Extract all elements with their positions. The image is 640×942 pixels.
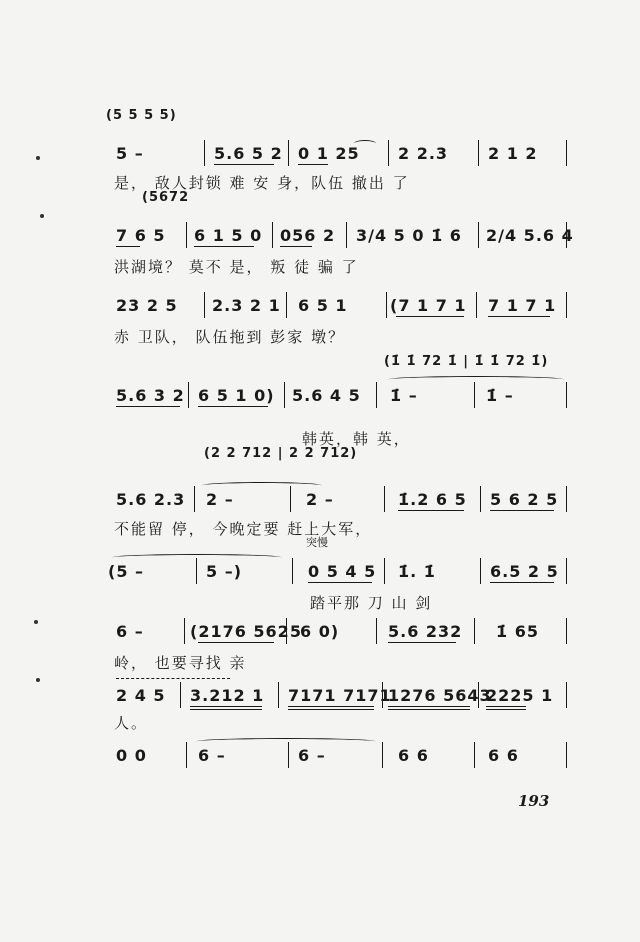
measure: 056 2 bbox=[280, 226, 336, 245]
underline bbox=[396, 316, 464, 317]
underline bbox=[288, 706, 374, 707]
barline bbox=[566, 618, 567, 644]
barline bbox=[346, 222, 347, 248]
measure: 0 0 bbox=[116, 746, 147, 765]
barline bbox=[474, 382, 475, 408]
margin-mark bbox=[40, 214, 44, 218]
barline bbox=[188, 382, 189, 408]
barline bbox=[180, 682, 181, 708]
measure: 5.6 5 2 bbox=[214, 144, 283, 163]
lyric-line: 岭， 也要寻找 亲 bbox=[114, 654, 247, 672]
barline bbox=[478, 222, 479, 248]
measure: 6 5 1 bbox=[298, 296, 348, 315]
measure: 7 6 5 bbox=[116, 226, 166, 245]
lyric-line: 人。 bbox=[114, 714, 149, 732]
barline bbox=[376, 618, 377, 644]
margin-mark bbox=[34, 620, 38, 624]
barline bbox=[376, 382, 377, 408]
barline bbox=[566, 222, 567, 248]
measure: (7 1 7 1 bbox=[390, 296, 467, 315]
measure: 6 5 1 0) bbox=[198, 386, 275, 405]
slur bbox=[196, 738, 376, 745]
underline bbox=[388, 706, 470, 707]
underline bbox=[288, 709, 374, 710]
underline bbox=[486, 709, 526, 710]
barline bbox=[284, 382, 285, 408]
barline bbox=[384, 486, 385, 512]
underline bbox=[488, 316, 550, 317]
measure: 6 – bbox=[298, 746, 326, 765]
measure: 1̇ 65 bbox=[496, 622, 539, 641]
barline bbox=[272, 222, 273, 248]
barline bbox=[566, 558, 567, 584]
measure: 1276 5643 bbox=[388, 686, 492, 705]
intro-paren: (5672 bbox=[142, 190, 190, 205]
measure: 3.212 1 bbox=[190, 686, 265, 705]
measure: 1̇.2 6 5 bbox=[398, 490, 467, 509]
barline bbox=[480, 486, 481, 512]
measure: 5 –) bbox=[206, 562, 243, 581]
barline bbox=[286, 292, 287, 318]
barline bbox=[288, 742, 289, 768]
underline bbox=[280, 246, 312, 247]
barline bbox=[566, 292, 567, 318]
barline bbox=[278, 682, 279, 708]
intro-paren: (5 5 5 5) bbox=[106, 108, 177, 123]
underline bbox=[116, 678, 230, 679]
measure: 2 2.3 bbox=[398, 144, 449, 163]
margin-mark bbox=[36, 678, 40, 682]
measure: 5.6 2.3 bbox=[116, 490, 186, 509]
barline bbox=[382, 682, 383, 708]
lyric-line: 韩英，韩 英， bbox=[302, 430, 411, 448]
measure: 1̇ – bbox=[390, 386, 418, 405]
underline bbox=[298, 164, 328, 165]
measure: 6 6 bbox=[398, 746, 429, 765]
barline bbox=[204, 140, 205, 166]
underline bbox=[116, 246, 140, 247]
measure: 6 1 5 0 bbox=[194, 226, 263, 245]
barline bbox=[474, 742, 475, 768]
lyric-line: 赤 卫队， 队伍拖到 彭家 墩？ bbox=[114, 328, 346, 346]
underline bbox=[190, 706, 262, 707]
measure: 5.6 4 5 bbox=[292, 386, 361, 405]
underline bbox=[486, 706, 526, 707]
barline bbox=[386, 292, 387, 318]
barline bbox=[566, 382, 567, 408]
slur bbox=[388, 376, 564, 383]
measure: 2.3 2 1 bbox=[212, 296, 281, 315]
barline bbox=[196, 558, 197, 584]
barline bbox=[288, 140, 289, 166]
barline bbox=[292, 558, 293, 584]
measure: (2176 5625 bbox=[190, 622, 302, 641]
barline bbox=[204, 292, 205, 318]
margin-mark bbox=[36, 156, 40, 160]
barline bbox=[286, 618, 287, 644]
slur bbox=[202, 482, 322, 489]
measure: 1̇ – bbox=[486, 386, 514, 405]
barline bbox=[476, 292, 477, 318]
barline bbox=[566, 742, 567, 768]
measure: 2 1 2 bbox=[488, 144, 538, 163]
barline bbox=[480, 558, 481, 584]
barline bbox=[478, 682, 479, 708]
lyric-line: 不能留 停， 今晚定要 赶上大军， bbox=[114, 520, 373, 538]
measure: 6 0) bbox=[300, 622, 340, 641]
barline bbox=[566, 486, 567, 512]
measure: 6 – bbox=[198, 746, 226, 765]
tempo-marking: 突慢 bbox=[306, 536, 328, 549]
underline bbox=[214, 164, 274, 165]
lyric-line: 洪湖境？ 莫不 是， 叛 徒 骗 了 bbox=[114, 258, 359, 276]
intro-paren: (2 2 712 | 2 2 712) bbox=[204, 446, 358, 461]
barline bbox=[384, 558, 385, 584]
page-number: 193 bbox=[518, 792, 550, 810]
measure: 0 1 25 bbox=[298, 144, 360, 163]
measure: 7171 7171 bbox=[288, 686, 392, 705]
slur bbox=[354, 140, 376, 147]
measure: 5.6 3 2 bbox=[116, 386, 185, 405]
measure: 7 1 7 1 bbox=[488, 296, 557, 315]
measure: 0 5 4 5 bbox=[308, 562, 377, 581]
measure: 2225 1 bbox=[486, 686, 554, 705]
underline bbox=[190, 709, 262, 710]
barline bbox=[290, 486, 291, 512]
underline bbox=[116, 406, 180, 407]
barline bbox=[566, 140, 567, 166]
barline bbox=[388, 140, 389, 166]
barline bbox=[478, 140, 479, 166]
underline bbox=[198, 642, 274, 643]
barline bbox=[566, 682, 567, 708]
underline bbox=[490, 582, 554, 583]
measure: 5.6 232 bbox=[388, 622, 463, 641]
measure: 5 6 2 5 bbox=[490, 490, 559, 509]
barline bbox=[474, 618, 475, 644]
measure: 5 – bbox=[116, 144, 144, 163]
measure: 1̇. 1̇ bbox=[398, 562, 436, 581]
barline bbox=[194, 486, 195, 512]
underline bbox=[490, 510, 554, 511]
underline bbox=[198, 406, 268, 407]
slur bbox=[112, 554, 282, 561]
measure: 3/4 5 0 1̇ 6 bbox=[356, 226, 462, 245]
underline bbox=[388, 642, 456, 643]
underline bbox=[388, 709, 470, 710]
measure: 2 – bbox=[306, 490, 334, 509]
measure: 23 2 5 bbox=[116, 296, 178, 315]
measure: 6 6 bbox=[488, 746, 519, 765]
underline bbox=[398, 510, 464, 511]
barline bbox=[186, 222, 187, 248]
barline bbox=[382, 742, 383, 768]
barline bbox=[184, 618, 185, 644]
underline bbox=[194, 246, 254, 247]
underline bbox=[308, 582, 372, 583]
measure: 6 – bbox=[116, 622, 144, 641]
measure: 2 4 5 bbox=[116, 686, 166, 705]
lyric-line: 踏平那 刀 山 剑 bbox=[310, 594, 433, 612]
measure: 2/4 5.6 4 bbox=[486, 226, 574, 245]
measure: (5 – bbox=[108, 562, 145, 581]
measure: 6.5 2 5 bbox=[490, 562, 559, 581]
barline bbox=[186, 742, 187, 768]
measure: 2 – bbox=[206, 490, 234, 509]
lyric-line: 是， 敌人封锁 难 安 身，队伍 撤出 了 bbox=[114, 174, 410, 192]
intro-paren: (1̇ 1̇ 72 1̇ | 1̇ 1̇ 72 1̇) bbox=[384, 354, 549, 369]
